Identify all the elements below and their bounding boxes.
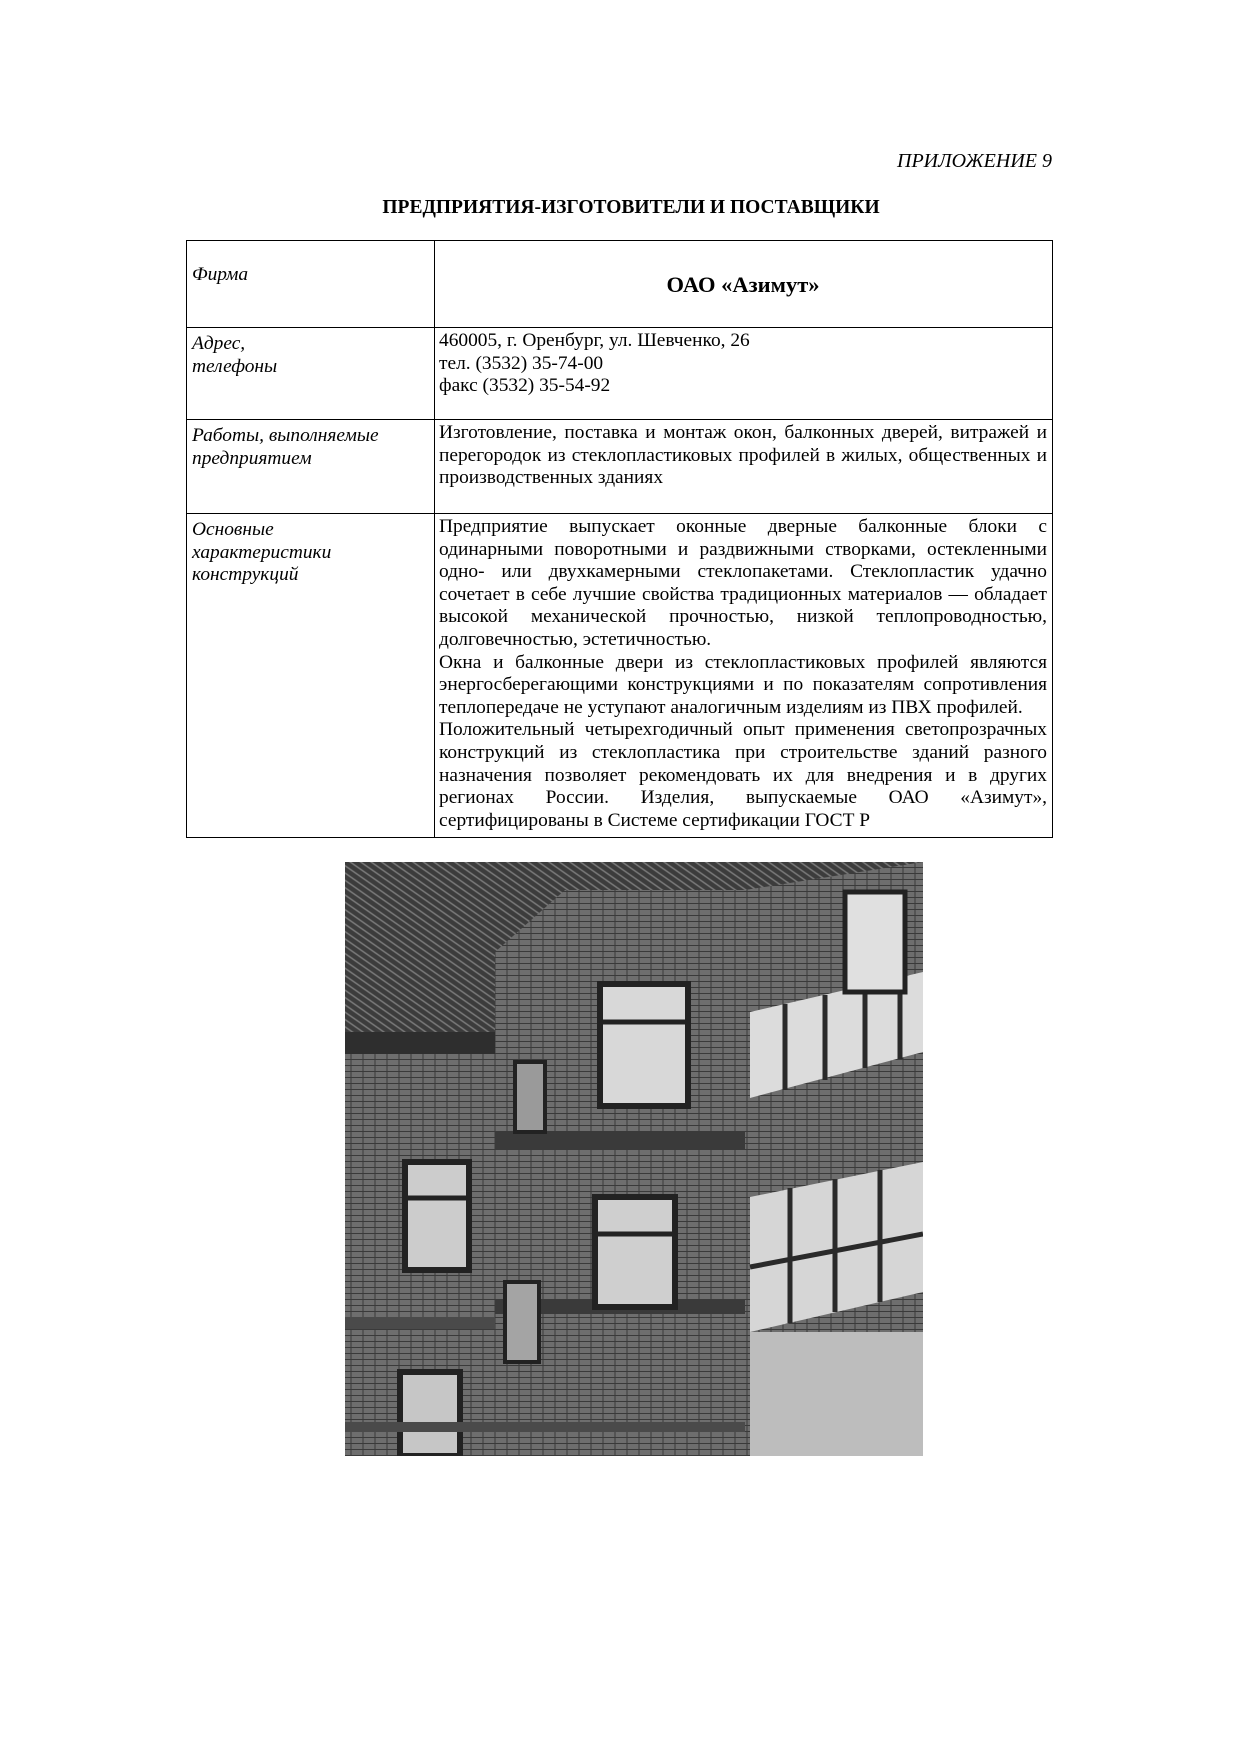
table-row-firm <box>187 241 1053 328</box>
features-label: Основные характеристики конструкций <box>187 514 435 838</box>
fax-line: факс (3532) 35-54-92 <box>439 375 611 397</box>
address-label: Адрес, телефоны <box>187 328 435 420</box>
works-value: Изготовление, поставка и монтаж окон, балконных дверей, витражей и перегородок из стеклопластиковых профилей в жилых, общественных и производственных зданиях <box>435 420 1053 514</box>
firm-name: ОАО «Азимут» <box>435 241 1053 328</box>
address-line: 460005, г. Оренбург, ул. Шевченко, 26 <box>439 330 750 351</box>
features-value <box>435 514 1053 838</box>
table-row-works <box>187 420 1053 514</box>
phone-line: тел. (3532) 35-74-00 <box>439 352 604 374</box>
table-row-address <box>187 328 1053 420</box>
features-paragraph-3: Положительный четырехгодичный опыт применения светопрозрачных конструкций из стеклопластика при строительстве зданий разного назначения позволяет рекомендовать их для внедрения и в других регионах России. Изделия, выпускаемые ОАО «Азимут», сертифицированы в Системе сертификации ГОСТ Р <box>439 719 1047 831</box>
table-row-features <box>187 514 1053 838</box>
building-illustration <box>345 862 923 1456</box>
appendix-number: ПРИЛОЖЕНИЕ 9 <box>897 150 1052 172</box>
page-title: ПРЕДПРИЯТИЯ-ИЗГОТОВИТЕЛИ И ПОСТАВЩИКИ <box>382 197 880 218</box>
supplier-table <box>186 240 1053 838</box>
firm-label: Фирма <box>187 241 435 328</box>
features-paragraph-1: Предприятие выпускает оконные дверные балконные блоки с одинарными поворотными и раздвижными створками, остекленными одно- или двухкамерными стеклопакетами. Стеклопластик удачно сочетает в себе лучшие свойства традиционных материалов — обладает высокой механической прочностью, низкой теплопроводностью, долговечностью, эстетичностью. <box>439 516 1047 650</box>
building-photo <box>345 862 923 1456</box>
features-paragraph-2: Окна и балконные двери из стеклопластиковых профилей являются энергосберегающими конструкциями и по показателям сопротивления теплопередаче не уступают аналогичным изделиям из ПВХ профилей. <box>439 651 1047 718</box>
works-label: Работы, выполняемые предприятием <box>187 420 435 514</box>
address-value <box>435 328 1053 420</box>
